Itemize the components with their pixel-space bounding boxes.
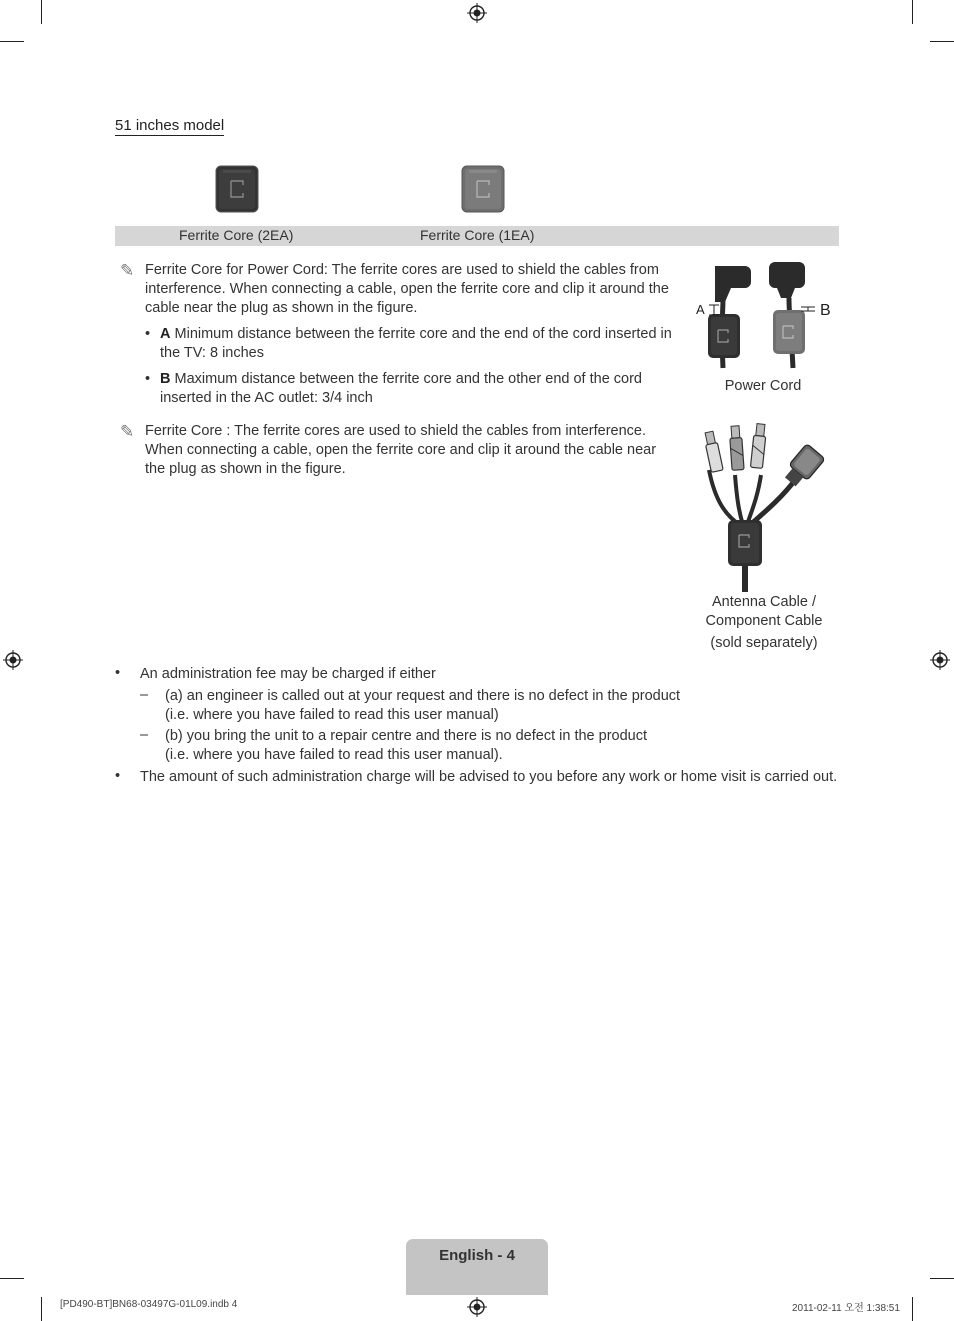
list-item-text: Minimum distance between the ferrite core and the end of the cord inserted in the TV: 8 inches — [160, 326, 672, 361]
registration-mark-icon — [467, 3, 487, 23]
crop-mark-bottom-left-vertical — [41, 1297, 42, 1321]
admin-fee-closing: The amount of such administration charge will be advised to you before any work or home visit is carried out. — [140, 769, 838, 785]
bullet-marker: • — [145, 326, 151, 342]
bullet-marker: • — [115, 665, 121, 681]
crop-mark-top-left-horizontal — [0, 41, 24, 42]
power-cord-illustration — [693, 258, 838, 373]
crop-mark-top-right-vertical — [912, 0, 913, 24]
registration-mark-icon — [3, 650, 23, 670]
print-timestamp: 2011-02-11 오전 1:38:51 — [792, 1303, 900, 1314]
power-cord-caption: Power Cord — [724, 378, 802, 394]
accessory-label-2ea: Ferrite Core (2EA) — [179, 227, 294, 243]
registration-mark-icon — [930, 650, 950, 670]
admin-fee-case-b-line2: (i.e. where you have failed to read this user manual). — [165, 747, 503, 763]
list-item-key: B — [160, 371, 171, 387]
page-number-label: English - 4 — [439, 1247, 515, 1264]
file-info: [PD490-BT]BN68-03497G-01L09.indb 4 — [60, 1299, 238, 1310]
note-ferrite-core — [120, 422, 675, 479]
crop-mark-bottom-right-horizontal — [930, 1278, 954, 1279]
dash-marker: – — [140, 727, 149, 743]
admin-fee-case-a-line1: (a) an engineer is called out at your request and there is no defect in the product — [165, 688, 681, 704]
ferrite-core-grey-icon — [461, 165, 505, 213]
list-item-text: Maximum distance between the ferrite core and the other end of the cord inserted in the AC outlet: 3/4 inch — [160, 371, 642, 406]
crop-mark-top-left-vertical — [41, 0, 42, 24]
admin-fee-case-a-line2: (i.e. where you have failed to read this user manual) — [165, 707, 499, 723]
figure-label-b: B — [820, 302, 831, 319]
crop-mark-top-right-horizontal — [930, 41, 954, 42]
list-item-b — [145, 370, 680, 408]
crop-mark-bottom-left-horizontal — [0, 1278, 24, 1279]
bullet-marker: • — [145, 371, 151, 387]
antenna-caption-line2: Component Cable — [705, 613, 823, 629]
antenna-caption-line1: Antenna Cable / — [712, 594, 816, 610]
bullet-marker: • — [115, 768, 121, 784]
figure-label-a: A — [696, 302, 705, 317]
accessory-label-1ea: Ferrite Core (1EA) — [420, 227, 535, 243]
note-power-cord — [120, 261, 685, 318]
registration-mark-icon — [467, 1297, 487, 1317]
ferrite-core-dark-icon — [215, 165, 259, 213]
note-ferrite-core-text: Ferrite Core : The ferrite cores are used to shield the cables from interference. When connecting a cable, open the ferrite core and clip it around the cable near the plug as shown in the figure. — [145, 423, 657, 477]
admin-fee-intro: An administration fee may be charged if either — [140, 666, 436, 682]
note-power-cord-text: Ferrite Core for Power Cord: The ferrite cores are used to shield the cables from interference. When connecting a cable, open the ferrite core and clip it around the cable near the plug as shown in the figure. — [145, 262, 669, 316]
list-item-key: A — [160, 326, 171, 342]
antenna-component-cable-illustration — [695, 420, 835, 595]
admin-fee-case-b-line1: (b) you bring the unit to a repair centre and there is no defect in the product — [165, 728, 648, 744]
crop-mark-bottom-right-vertical — [912, 1297, 913, 1321]
antenna-caption-line3: (sold separately) — [710, 635, 818, 651]
pen-icon: ✎ — [120, 422, 135, 441]
accessory-table-row — [115, 226, 839, 246]
pen-icon: ✎ — [120, 261, 135, 280]
list-item-a — [145, 325, 690, 363]
dash-marker: – — [140, 687, 149, 703]
section-title: 51 inches model — [115, 117, 225, 134]
